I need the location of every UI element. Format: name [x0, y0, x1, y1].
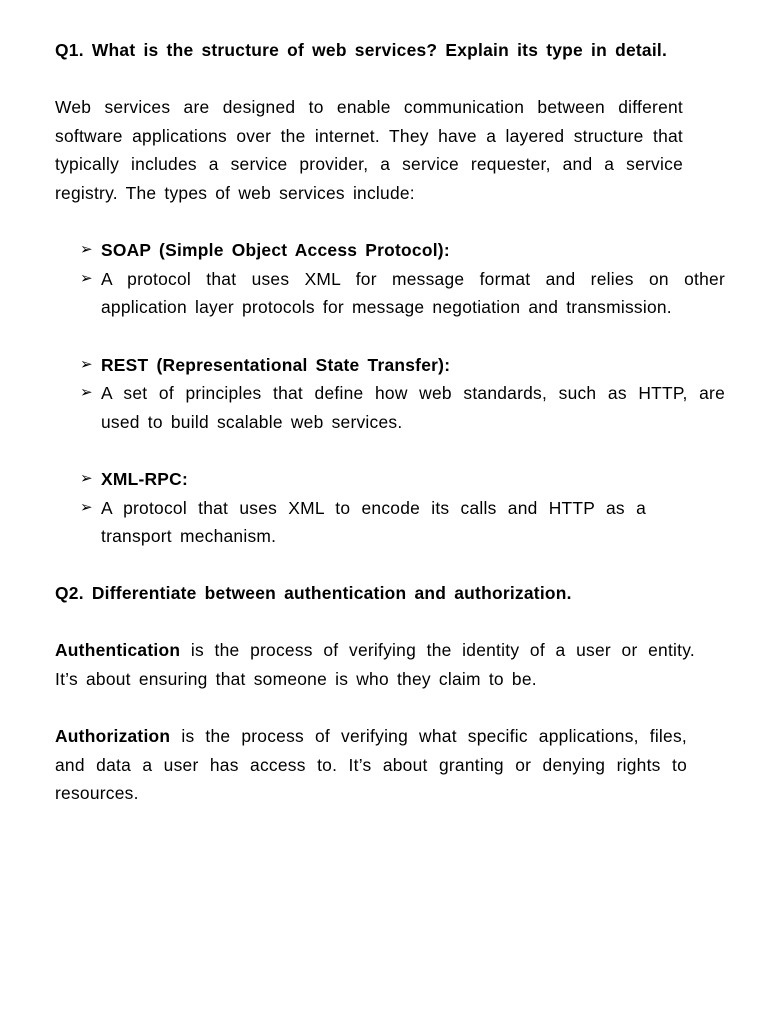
authentication-term: Authentication [55, 640, 181, 661]
type-heading-xml-rpc: ➢ XML-RPC: [55, 465, 725, 494]
question-1-title: Q1. What is the structure of web services? Explain its type in detail. [55, 40, 668, 60]
type-heading-rest: ➢ REST (Representational State Transfer): [55, 351, 725, 380]
type-description-rest: ➢ A set of principles that define how web standards, such as HTTP, are used to build scalable web services. [55, 379, 725, 436]
type-description-xml-rpc: ➢ A protocol that uses XML to encode its calls and HTTP as a transport mechanism. [55, 494, 646, 551]
type-description-soap: ➢ A protocol that uses XML for message format and relies on other application layer protocols for message negotiation and transmission. [55, 265, 725, 322]
arrow-bullet-icon: ➢ [80, 384, 93, 402]
document-page [55, 36, 725, 808]
authorization-text: is the process of verifying what specific applications, files, and data a user has access to. It’s about granting or denying rights to resources. [55, 726, 687, 804]
arrow-bullet-icon: ➢ [80, 469, 93, 487]
arrow-bullet-icon: ➢ [80, 355, 93, 373]
arrow-bullet-icon: ➢ [80, 498, 93, 516]
arrow-bullet-icon: ➢ [80, 241, 93, 259]
type-heading-soap: ➢ SOAP (Simple Object Access Protocol): [55, 236, 725, 265]
authorization-term: Authorization [55, 726, 171, 747]
question-2-title: Q2. Differentiate between authentication and authorization. [55, 583, 572, 604]
authentication-definition [55, 636, 695, 693]
authentication-text: is the process of verifying the identity of a user or entity. It’s about ensuring that someone is who they claim to be. [55, 640, 695, 690]
arrow-bullet-icon: ➢ [80, 269, 93, 287]
question-1-intro: Web services are designed to enable communication between different software applications over the internet. They have a layered structure that typically includes a service provider, a service requester, and a service registry. The types of web services include: [55, 97, 683, 203]
authorization-definition [55, 722, 687, 808]
